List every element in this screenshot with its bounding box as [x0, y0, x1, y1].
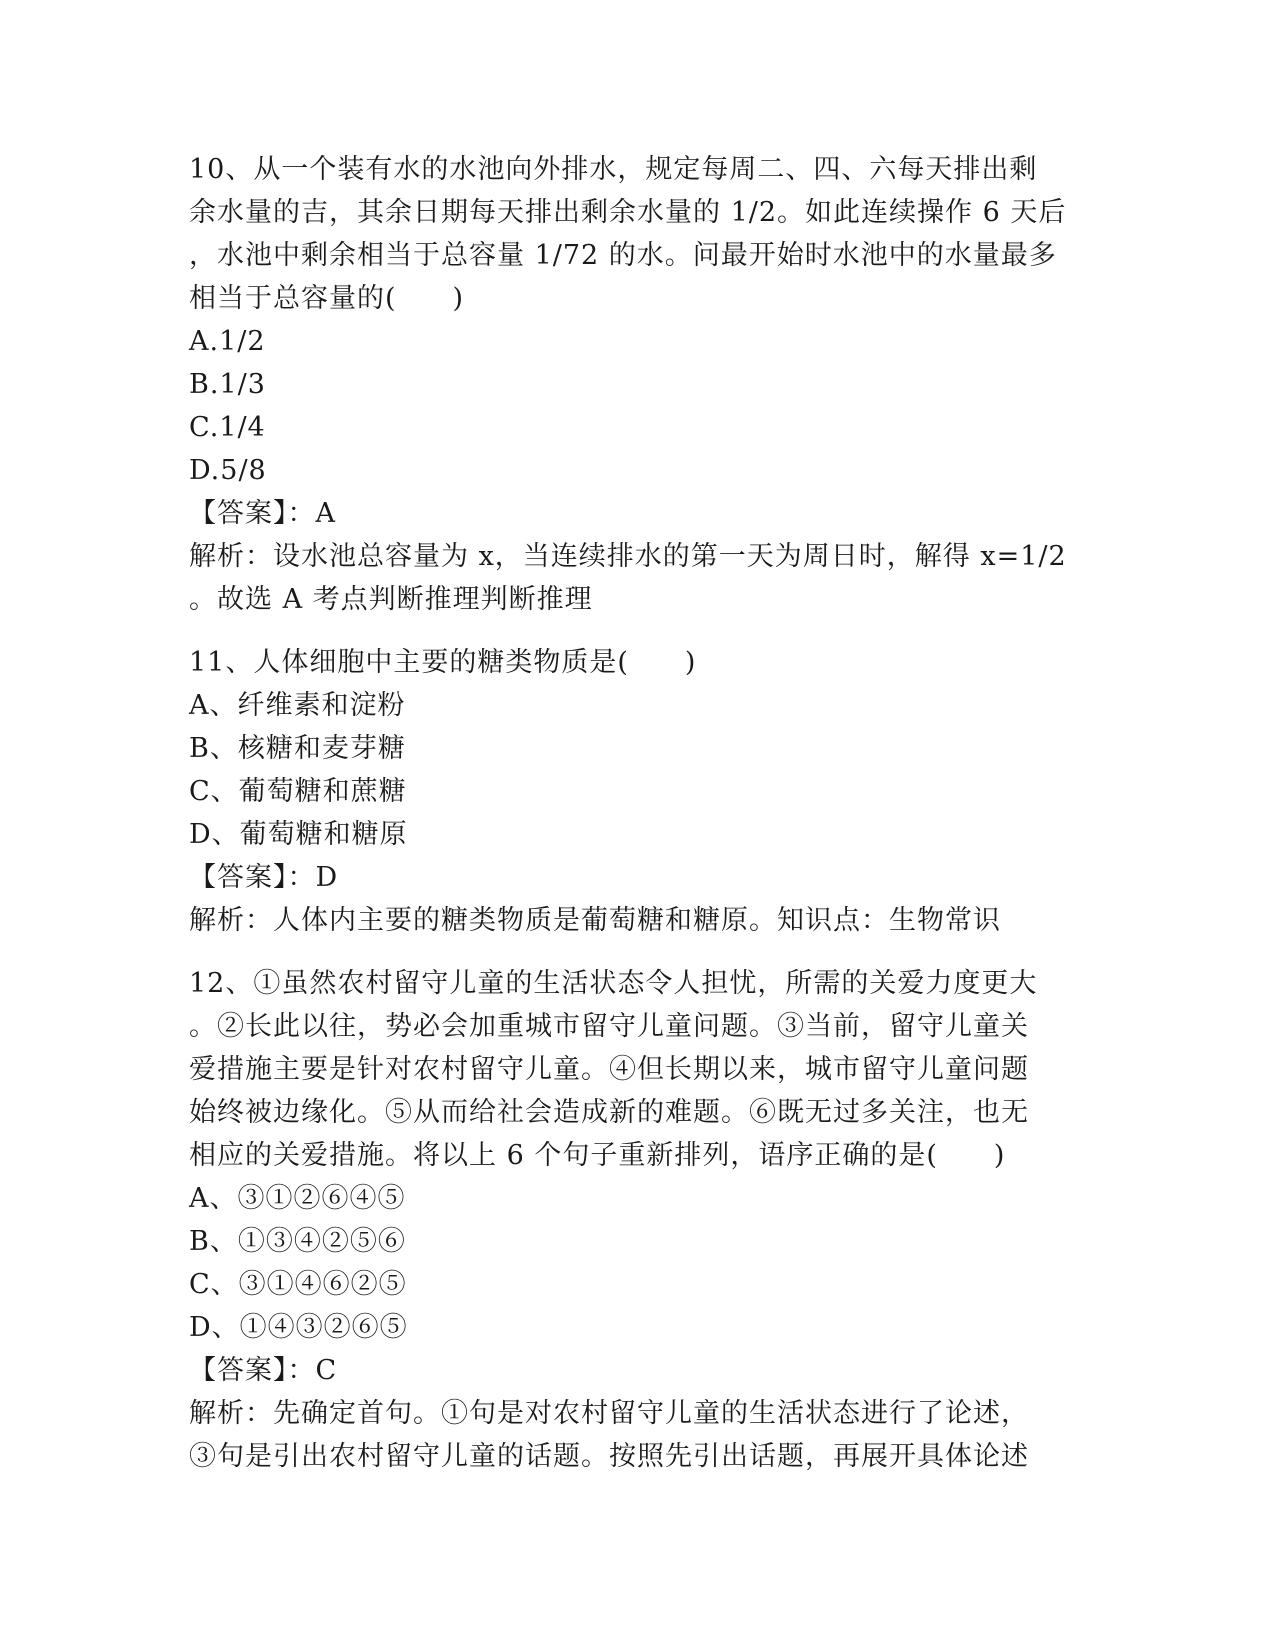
option-b: B、①③④②⑤⑥ — [189, 1226, 406, 1257]
option-b: B.1/3 — [189, 369, 266, 400]
question-11 — [189, 641, 1089, 942]
option-a: A、③①②⑥④⑤ — [189, 1183, 406, 1214]
question-stem-line: 余水量的吉，其余日期每天排出剩余水量的 1/2。如此连续操作 6 天后 — [189, 197, 1067, 228]
option-c: C.1/4 — [189, 412, 266, 443]
question-stem-line: 11、人体细胞中主要的糖类物质是( ) — [189, 647, 697, 678]
question-stem-line: 相应的关爱措施。将以上 6 个句子重新排列，语序正确的是( ) — [189, 1140, 1006, 1171]
question-stem-line: 12、①虽然农村留守儿童的生活状态令人担忧，所需的关爱力度更大 — [189, 968, 1038, 999]
analysis-line: 解析：设水池总容量为 x，当连续排水的第一天为周日时，解得 x=1/2 — [189, 541, 1067, 572]
document-page — [189, 148, 1089, 1478]
analysis-line: 解析：先确定首句。①句是对农村留守儿童的生活状态进行了论述， — [189, 1398, 1029, 1429]
question-stem-line: 10、从一个装有水的水池向外排水，规定每周二、四、六每天排出剩 — [189, 154, 1038, 185]
option-a: A、纤维素和淀粉 — [189, 690, 406, 721]
option-d: D、①④③②⑥⑤ — [189, 1312, 408, 1343]
answer-line: 【答案】：D — [189, 862, 339, 893]
answer-line: 【答案】：A — [189, 498, 336, 529]
option-d: D.5/8 — [189, 455, 267, 486]
question-stem-line: 。②长此以往，势必会加重城市留守儿童问题。③当前，留守儿童关 — [189, 1011, 1029, 1042]
question-stem-line: 始终被边缘化。⑤从而给社会造成新的难题。⑥既无过多关注，也无 — [189, 1097, 1029, 1128]
question-stem-line: 爱措施主要是针对农村留守儿童。④但长期以来，城市留守儿童问题 — [189, 1054, 1029, 1085]
option-b: B、核糖和麦芽糖 — [189, 733, 406, 764]
option-c: C、③①④⑥②⑤ — [189, 1269, 407, 1300]
question-12 — [189, 962, 1089, 1478]
analysis-line: ③句是引出农村留守儿童的话题。按照先引出话题，再展开具体论述 — [189, 1441, 1029, 1472]
analysis-line: 解析：人体内主要的糖类物质是葡萄糖和糖原。知识点：生物常识 — [189, 905, 1001, 936]
answer-line: 【答案】：C — [189, 1355, 338, 1386]
question-10 — [189, 148, 1089, 621]
option-c: C、葡萄糖和蔗糖 — [189, 776, 407, 807]
option-d: D、葡萄糖和糖原 — [189, 819, 408, 850]
question-stem-line: ，水池中剩余相当于总容量 1/72 的水。问最开始时水池中的水量最多 — [189, 240, 1057, 271]
question-stem-line: 相当于总容量的( ) — [189, 283, 465, 314]
option-a: A.1/2 — [189, 326, 266, 357]
analysis-line: 。故选 A 考点判断推理判断推理 — [189, 584, 593, 615]
